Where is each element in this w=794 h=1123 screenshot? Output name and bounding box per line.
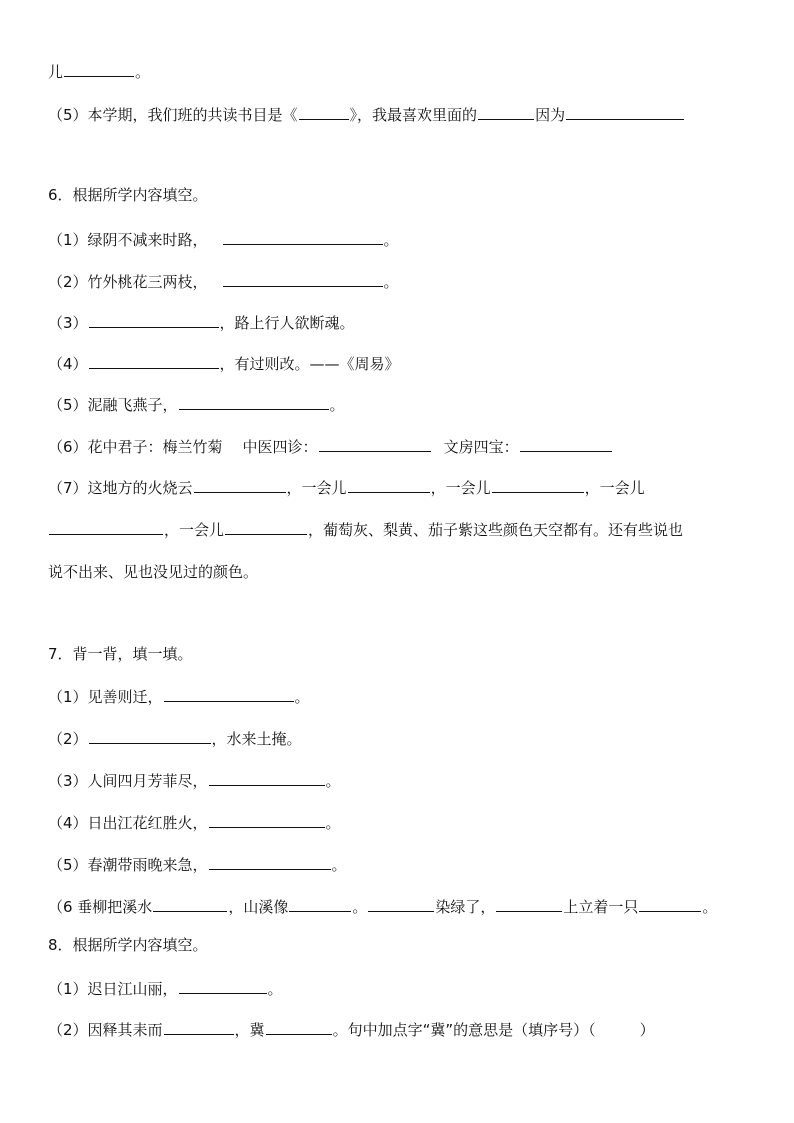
text: （3） bbox=[48, 314, 88, 332]
text: 。 bbox=[352, 898, 368, 916]
q6-item-5 bbox=[48, 393, 345, 415]
text: ，一会儿 bbox=[584, 479, 645, 497]
answer-blank[interactable] bbox=[89, 352, 219, 369]
answer-blank[interactable] bbox=[225, 518, 307, 535]
text: （6）花中君子：梅兰竹菊 bbox=[48, 438, 223, 456]
text: 。 bbox=[325, 772, 341, 790]
q6-item-7-line-2 bbox=[48, 518, 683, 540]
text: （5）泥融飞燕子， bbox=[48, 396, 178, 414]
text: （3）人间四月芳菲尽， bbox=[48, 772, 208, 790]
text: ，水来土掩。 bbox=[211, 730, 302, 748]
text: （6 垂柳把溪水 bbox=[48, 898, 153, 916]
q6-item-4 bbox=[48, 352, 400, 374]
text: （1）见善则迁， bbox=[48, 688, 163, 706]
q7-heading bbox=[48, 644, 193, 664]
text: ，冀 bbox=[234, 1021, 265, 1039]
answer-blank[interactable] bbox=[209, 811, 325, 828]
text: 。 bbox=[702, 898, 718, 916]
text: 中医四诊： bbox=[242, 438, 318, 456]
text: 。 bbox=[331, 856, 347, 874]
text: 。 bbox=[329, 396, 345, 414]
q6-heading bbox=[48, 185, 208, 205]
q5-item-5 bbox=[48, 103, 685, 125]
text: 。 bbox=[267, 980, 283, 998]
text: 说不出来、见也没见过的颜色。 bbox=[48, 563, 259, 581]
answer-blank[interactable] bbox=[49, 518, 163, 535]
answer-blank[interactable] bbox=[639, 895, 701, 912]
q7-item-2 bbox=[48, 727, 302, 749]
text: （2）因释其耒而 bbox=[48, 1021, 163, 1039]
q6-item-1 bbox=[48, 228, 399, 250]
text: 。 bbox=[294, 688, 310, 706]
text: ，路上行人欲断魂。 bbox=[219, 314, 355, 332]
text: 。 bbox=[383, 273, 399, 291]
answer-blank[interactable] bbox=[64, 60, 134, 77]
text: 文房四宝： bbox=[443, 438, 519, 456]
text: （1）迟日江山丽， bbox=[48, 980, 178, 998]
text: （2）竹外桃花三两枝， bbox=[48, 273, 208, 291]
answer-blank[interactable] bbox=[164, 685, 294, 702]
text: 因为 bbox=[535, 106, 566, 124]
q5-tail-line bbox=[48, 60, 150, 82]
text: 》，我最喜欢里面的 bbox=[349, 106, 478, 124]
text: 6．根据所学内容填空。 bbox=[48, 186, 208, 204]
text: 8．根据所学内容填空。 bbox=[48, 936, 208, 954]
answer-blank[interactable] bbox=[179, 977, 267, 994]
text: ，葡萄灰、梨黄、茄子紫这些颜色天空都有。还有些说也 bbox=[308, 521, 684, 539]
answer-blank[interactable] bbox=[89, 727, 211, 744]
q7-item-5 bbox=[48, 853, 347, 875]
answer-blank[interactable] bbox=[266, 1018, 332, 1035]
text: （5）本学期，我们班的共读书目是《 bbox=[48, 106, 298, 124]
q6-item-7-line-1 bbox=[48, 476, 645, 498]
text: ，一会儿 bbox=[430, 479, 491, 497]
text: （7）这地方的火烧云 bbox=[48, 479, 193, 497]
answer-blank[interactable] bbox=[223, 270, 383, 287]
q7-item-6 bbox=[48, 895, 717, 917]
q7-item-4 bbox=[48, 811, 341, 833]
q6-item-7-line-3 bbox=[48, 562, 258, 582]
text: ，一会儿 bbox=[164, 521, 225, 539]
answer-blank[interactable] bbox=[209, 769, 325, 786]
q8-heading bbox=[48, 935, 208, 955]
answer-blank[interactable] bbox=[319, 435, 431, 452]
text: ，有过则改。——《周易》 bbox=[219, 355, 400, 373]
text: （1）绿阴不减来时路， bbox=[48, 231, 208, 249]
answer-blank[interactable] bbox=[153, 895, 227, 912]
text: 染绿了， bbox=[435, 898, 496, 916]
answer-blank[interactable] bbox=[223, 228, 383, 245]
text: ，一会儿 bbox=[286, 479, 347, 497]
answer-blank[interactable] bbox=[496, 895, 562, 912]
answer-blank[interactable] bbox=[194, 476, 286, 493]
answer-blank[interactable] bbox=[368, 895, 434, 912]
text: 上立着一只 bbox=[563, 898, 639, 916]
answer-blank[interactable] bbox=[520, 435, 612, 452]
text: 。 bbox=[383, 231, 399, 249]
text: 。 bbox=[325, 814, 341, 832]
answer-blank[interactable] bbox=[492, 476, 584, 493]
text: 7．背一背，填一填。 bbox=[48, 645, 193, 663]
text: 。 bbox=[135, 63, 151, 81]
q6-item-6 bbox=[48, 435, 613, 457]
text: （2） bbox=[48, 730, 88, 748]
text: （4）日出江花红胜火， bbox=[48, 814, 208, 832]
q7-item-3 bbox=[48, 769, 341, 791]
text: （5）春潮带雨晚来急， bbox=[48, 856, 208, 874]
answer-blank[interactable] bbox=[566, 103, 684, 120]
text: ，山溪像 bbox=[228, 898, 289, 916]
text: （4） bbox=[48, 355, 88, 373]
q6-item-2 bbox=[48, 270, 399, 292]
q8-item-2 bbox=[48, 1018, 655, 1040]
answer-blank[interactable] bbox=[89, 311, 219, 328]
answer-blank[interactable] bbox=[209, 853, 331, 870]
answer-blank[interactable] bbox=[164, 1018, 234, 1035]
q6-item-3 bbox=[48, 311, 355, 333]
q8-item-1 bbox=[48, 977, 283, 999]
answer-blank[interactable] bbox=[179, 393, 329, 410]
answer-blank[interactable] bbox=[478, 103, 534, 120]
text: ） bbox=[639, 1021, 655, 1039]
answer-blank[interactable] bbox=[299, 103, 349, 120]
answer-blank[interactable] bbox=[289, 895, 351, 912]
text: 。句中加点字“冀”的意思是（填序号）（ bbox=[332, 1021, 596, 1039]
q7-item-1 bbox=[48, 685, 310, 707]
text: 儿 bbox=[48, 63, 64, 81]
answer-blank[interactable] bbox=[348, 476, 430, 493]
